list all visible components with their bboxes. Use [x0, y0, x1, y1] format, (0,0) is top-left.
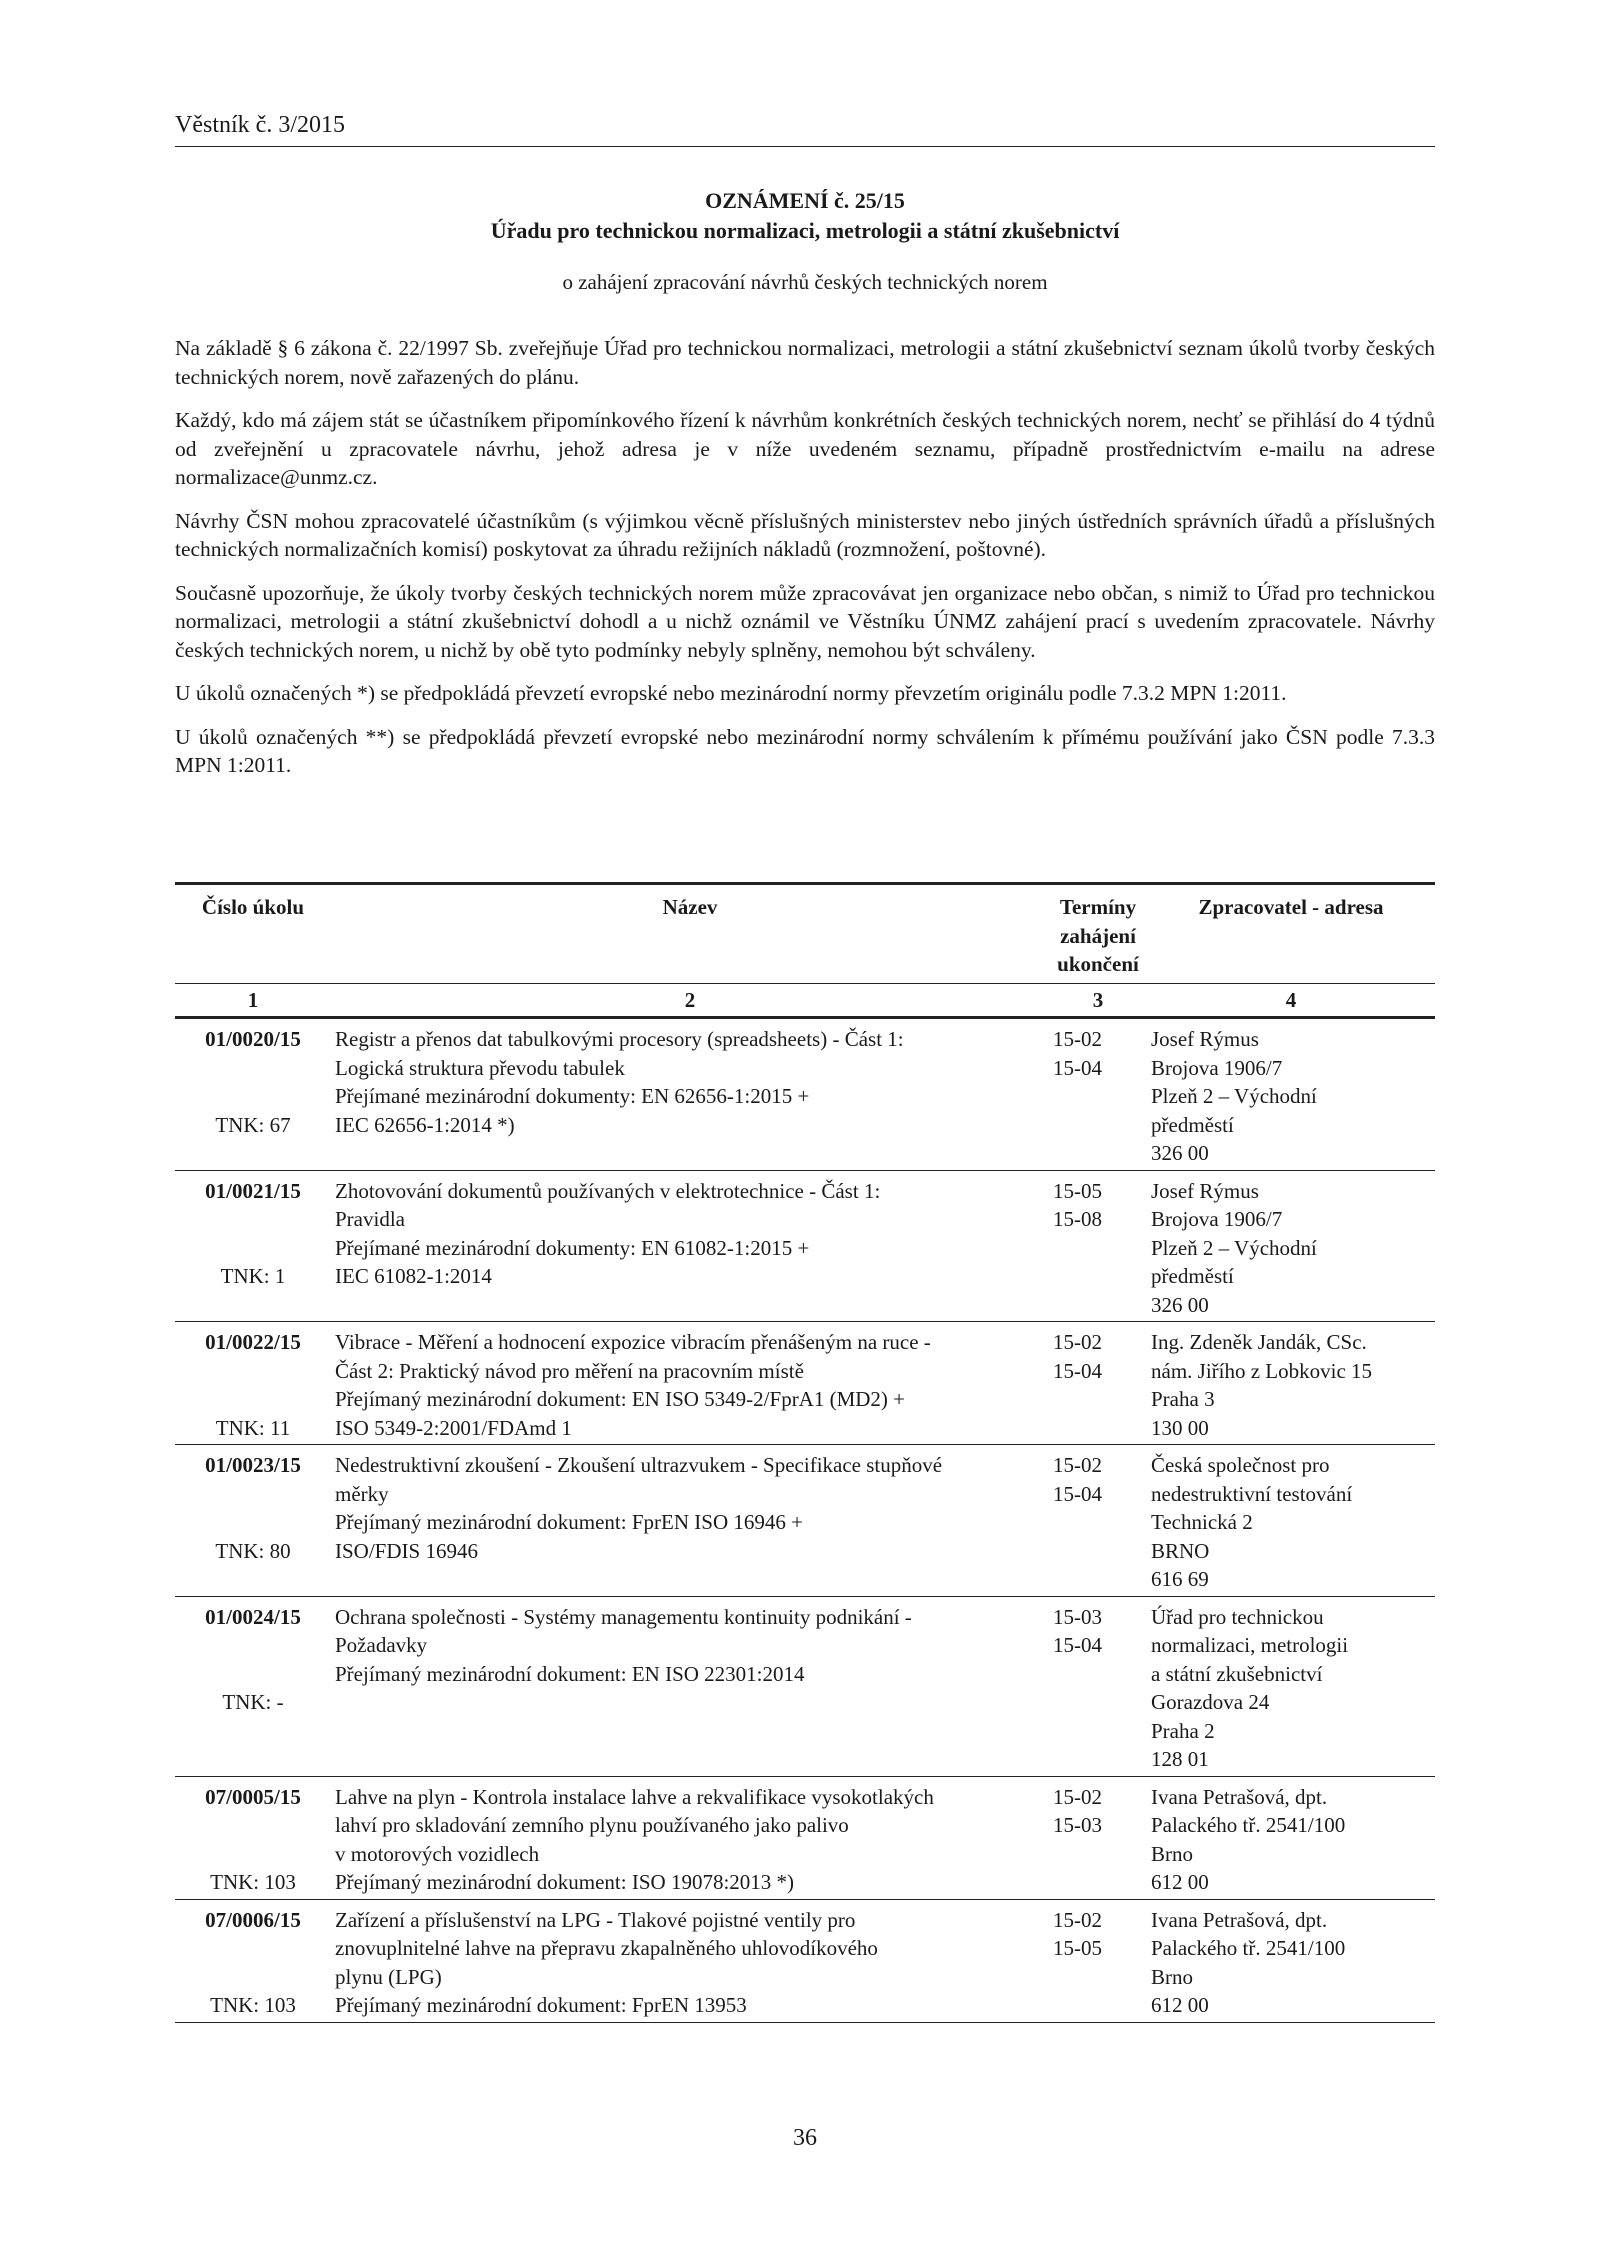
- task-id: 07/0006/15: [205, 1907, 301, 1932]
- task-name-line: Vibrace - Měření a hodnocení expozice vibracím přenášeným na ruce -: [335, 1330, 931, 1354]
- tnk-label: TNK: 103: [210, 1993, 296, 2017]
- task-name-cell: [331, 1899, 1049, 2022]
- table-row: [175, 1018, 1435, 1171]
- task-name-line: znovuplnitelné lahve na přepravu zkapalněného uhlovodíkového: [335, 1936, 878, 1960]
- task-terms-cell: [1049, 1776, 1147, 1899]
- table-row: [175, 1776, 1435, 1899]
- processor-line: BRNO: [1151, 1538, 1210, 1563]
- processor-line: 130 00: [1151, 1415, 1209, 1440]
- task-name-line: Pravidla: [335, 1207, 405, 1231]
- task-terms-cell: [1049, 1322, 1147, 1445]
- table-row: [175, 1899, 1435, 2022]
- term-start: 15-02: [1053, 1027, 1102, 1051]
- spacer: [179, 1631, 327, 1660]
- processor-cell: [1147, 1776, 1435, 1899]
- table-body: [175, 1018, 1435, 2023]
- processor-line: 612 00: [1151, 1870, 1209, 1894]
- intro-paragraph: U úkolů označených *) se předpokládá převzetí evropské nebo mezinárodní normy převzetím originálu podle 7.3.2 MPN 1:2011.: [175, 681, 1287, 705]
- processor-line: 616 69: [1151, 1567, 1209, 1591]
- processor-line: Brno: [1151, 1841, 1193, 1866]
- column-number: 2: [331, 983, 1049, 1018]
- header-terms-line: ukončení: [1057, 952, 1139, 976]
- intro-paragraph: Návrhy ČSN mohou zpracovatelé účastníkům (s výjimkou věcně příslušných ministerstev nebo jiných ústředních správních úřadů a příslušných technických normalizačních komisí) poskytovat za úhradu režijních nákladů (rozmnožení, poštovné).: [175, 508, 1435, 561]
- task-name-line: Přejímané mezinárodní dokumenty: EN 62656-1:2015 +: [335, 1084, 810, 1108]
- term-end: 15-08: [1053, 1207, 1102, 1231]
- tnk-label: TNK: -: [222, 1690, 284, 1714]
- processor-line: a státní zkušebnictví: [1151, 1661, 1323, 1686]
- task-name-line: Přejímaný mezinárodní dokument: EN ISO 5349-2/FprA1 (MD2) +: [335, 1387, 906, 1411]
- task-terms-cell: [1049, 1170, 1147, 1322]
- tnk-label: TNK: 80: [215, 1538, 291, 1563]
- task-number-cell: [175, 1445, 331, 1597]
- processor-cell: [1147, 1445, 1435, 1597]
- header-terms-line: Termíny: [1059, 895, 1137, 919]
- task-id: 01/0021/15: [205, 1178, 301, 1203]
- task-name-line: Nedestruktivní zkoušení - Zkoušení ultrazvukem - Specifikace stupňové: [335, 1453, 943, 1477]
- intro-paragraph: Na základě § 6 zákona č. 22/1997 Sb. zveřejňuje Úřad pro technickou normalizaci, metrologii a státní zkušebnictví seznam úkolů tvorby českých technických norem, nově zařazených do plánu.: [175, 336, 1435, 389]
- task-id: 01/0024/15: [205, 1604, 301, 1629]
- task-number-cell: [175, 1018, 331, 1171]
- term-end: 15-04: [1053, 1055, 1102, 1080]
- term-end: 15-05: [1053, 1936, 1102, 1960]
- tnk-label: TNK: 11: [215, 1415, 291, 1440]
- task-id: 01/0023/15: [205, 1453, 301, 1477]
- task-name-line: plynu (LPG): [335, 1964, 442, 1989]
- tnk-label: TNK: 1: [220, 1264, 286, 1288]
- task-name-line: Logická struktura převodu tabulek: [335, 1055, 625, 1080]
- task-number-cell: [175, 1596, 331, 1776]
- processor-line: předměstí: [1151, 1264, 1234, 1288]
- term-start: 15-02: [1053, 1453, 1102, 1477]
- task-name-line: Přejímaný mezinárodní dokument: FprEN 13953: [335, 1993, 747, 2017]
- processor-line: nám. Jiřího z Lobkovic 15: [1151, 1358, 1373, 1383]
- processor-line: Gorazdova 24: [1151, 1690, 1270, 1714]
- task-name-line: Registr a přenos dat tabulkovými procesory (spreadsheets) - Část 1:: [335, 1027, 904, 1051]
- intro-paragraph: U úkolů označených **) se předpokládá převzetí evropské nebo mezinárodní normy schválením k přímému používání jako ČSN podle 7.3.3 MPN 1:2011.: [175, 724, 1435, 777]
- term-end: 15-04: [1053, 1633, 1102, 1657]
- task-name-line: Zhotovování dokumentů používaných v elektrotechnice - Část 1:: [335, 1178, 881, 1203]
- header-terms: [1049, 884, 1147, 984]
- tnk-label: TNK: 67: [215, 1112, 291, 1137]
- processor-cell: [1147, 1596, 1435, 1776]
- intro-text: [175, 334, 1435, 795]
- task-terms-cell: [1049, 1899, 1147, 2022]
- task-name-line: Lahve na plyn - Kontrola instalace lahve a rekvalifikace vysokotlakých: [335, 1784, 934, 1809]
- task-number-cell: [175, 1170, 331, 1322]
- task-number-cell: [175, 1899, 331, 2022]
- term-start: 15-03: [1053, 1604, 1102, 1629]
- processor-line: normalizaci, metrologii: [1151, 1633, 1349, 1657]
- task-name-line: Část 2: Praktický návod pro měření na pracovním místě: [335, 1358, 804, 1383]
- task-name-line: Zařízení a příslušenství na LPG - Tlakové pojistné ventily pro: [335, 1907, 856, 1932]
- column-number: 3: [1049, 983, 1147, 1018]
- announcement-title: [175, 186, 1435, 297]
- spacer: [179, 1054, 327, 1083]
- spacer: [179, 1934, 327, 1963]
- task-terms-cell: [1049, 1445, 1147, 1597]
- task-name-cell: [331, 1018, 1049, 1171]
- running-head: Věstník č. 3/2015: [175, 112, 345, 138]
- task-name-cell: [331, 1170, 1049, 1322]
- header-task-number: Číslo úkolu: [175, 884, 331, 984]
- term-end: 15-04: [1053, 1358, 1102, 1383]
- announcement-subject: o zahájení zpracování návrhů českých technických norem: [562, 270, 1048, 294]
- processor-cell: [1147, 1170, 1435, 1322]
- spacer: [179, 1963, 327, 1992]
- processor-line: Technická 2: [1151, 1510, 1253, 1534]
- processor-line: 326 00: [1151, 1141, 1209, 1165]
- term-end: 15-04: [1053, 1481, 1102, 1506]
- task-name-line: v motorových vozidlech: [335, 1841, 540, 1866]
- term-start: 15-05: [1053, 1178, 1102, 1203]
- processor-line: Plzeň 2 – Východní: [1151, 1084, 1317, 1108]
- processor-line: Josef Rýmus: [1151, 1178, 1259, 1203]
- table-header-row: [175, 884, 1435, 984]
- spacer: [179, 1660, 327, 1689]
- task-id: 07/0005/15: [205, 1784, 301, 1809]
- processor-line: Praha 2: [1151, 1718, 1215, 1743]
- processor-line: Brojova 1906/7: [1151, 1055, 1283, 1080]
- processor-line: Plzeň 2 – Východní: [1151, 1235, 1317, 1260]
- column-number-row: [175, 983, 1435, 1018]
- task-number-cell: [175, 1322, 331, 1445]
- intro-paragraph: Současně upozorňuje, že úkoly tvorby českých technických norem může zpracovávat jen organizace nebo občan, s nimiž to Úřad pro technickou normalizaci, metrologii a státní zkušebnictví dohodl a u nichž oznámil ve Věstníku ÚNMZ zahájení prací s uvedením zpracovatele. Návrhy českých technických norem, u nichž by obě tyto podmínky nebyly splněny, nemohou být schváleny.: [175, 580, 1435, 662]
- task-name-cell: [331, 1322, 1049, 1445]
- processor-line: Brno: [1151, 1964, 1193, 1989]
- issuing-office: Úřadu pro technickou normalizaci, metrologii a státní zkušebnictví: [490, 218, 1120, 243]
- processor-line: 612 00: [1151, 1993, 1209, 2017]
- task-name-line: Přejímaný mezinárodní dokument: EN ISO 22301:2014: [335, 1661, 805, 1686]
- processor-cell: [1147, 1322, 1435, 1445]
- table-row: [175, 1322, 1435, 1445]
- task-terms-cell: [1049, 1596, 1147, 1776]
- spacer: [179, 1840, 327, 1869]
- tasks-table: [175, 882, 1435, 2023]
- task-terms-cell: [1049, 1018, 1147, 1171]
- task-name-line: IEC 61082-1:2014: [335, 1264, 492, 1288]
- task-name-line: Přejímaný mezinárodní dokument: FprEN ISO 16946 +: [335, 1510, 803, 1534]
- spacer: [179, 1357, 327, 1386]
- processor-line: 326 00: [1151, 1292, 1209, 1317]
- task-number-cell: [175, 1776, 331, 1899]
- intro-paragraph: Každý, kdo má zájem stát se účastníkem připomínkového řízení k návrhům konkrétních českých technických norem, nechť se přihlásí do 4 týdnů od zveřejnění u zpracovatele návrhu, jehož adresa je v níže uvedeném seznamu, případně prostřednictvím e-mailu na adrese normalizace@unmz.cz.: [175, 408, 1435, 489]
- term-start: 15-02: [1053, 1907, 1102, 1932]
- processor-line: Ivana Petrašová, dpt.: [1151, 1784, 1328, 1809]
- processor-line: Ivana Petrašová, dpt.: [1151, 1907, 1328, 1932]
- task-name-line: Ochrana společnosti - Systémy managementu kontinuity podnikání -: [335, 1604, 912, 1629]
- column-number: 4: [1147, 983, 1435, 1018]
- processor-line: Praha 3: [1151, 1387, 1215, 1411]
- task-name-line: měrky: [335, 1481, 389, 1506]
- column-number: 1: [175, 983, 331, 1018]
- task-id: 01/0022/15: [205, 1330, 301, 1354]
- processor-line: 128 01: [1151, 1747, 1209, 1771]
- processor-line: Palackého tř. 2541/100: [1151, 1813, 1346, 1837]
- header-terms-line: zahájení: [1060, 923, 1136, 948]
- spacer: [179, 1811, 327, 1840]
- task-name-line: IEC 62656-1:2014 *): [335, 1112, 515, 1137]
- task-name-cell: [331, 1596, 1049, 1776]
- task-id: 01/0020/15: [205, 1027, 301, 1051]
- task-name-line: Požadavky: [335, 1633, 428, 1657]
- term-start: 15-02: [1053, 1784, 1102, 1809]
- spacer: [179, 1205, 327, 1234]
- spacer: [179, 1082, 327, 1111]
- processor-cell: [1147, 1018, 1435, 1171]
- table-row: [175, 1170, 1435, 1322]
- table-row: [175, 1596, 1435, 1776]
- processor-line: Palackého tř. 2541/100: [1151, 1936, 1346, 1960]
- task-name-line: Přejímané mezinárodní dokumenty: EN 61082-1:2015 +: [335, 1235, 810, 1260]
- processor-line: předměstí: [1151, 1112, 1234, 1137]
- term-start: 15-02: [1053, 1330, 1102, 1354]
- task-name-line: ISO/FDIS 16946: [335, 1538, 478, 1563]
- spacer: [179, 1508, 327, 1537]
- processor-line: Úřad pro technickou: [1151, 1604, 1324, 1629]
- header-name: Název: [331, 884, 1049, 984]
- task-name-cell: [331, 1445, 1049, 1597]
- spacer: [179, 1234, 327, 1263]
- tnk-label: TNK: 103: [210, 1870, 296, 1894]
- spacer: [179, 1480, 327, 1509]
- task-name-line: ISO 5349-2:2001/FDAmd 1: [335, 1415, 572, 1440]
- term-end: 15-03: [1053, 1813, 1102, 1837]
- processor-cell: [1147, 1899, 1435, 2022]
- task-name-cell: [331, 1776, 1049, 1899]
- processor-line: Josef Rýmus: [1151, 1027, 1259, 1051]
- task-name-line: Přejímaný mezinárodní dokument: ISO 19078:2013 *): [335, 1870, 795, 1894]
- header-rule: [175, 146, 1435, 147]
- processor-line: nedestruktivní testování: [1151, 1481, 1353, 1506]
- processor-line: Brojova 1906/7: [1151, 1207, 1283, 1231]
- spacer: [179, 1385, 327, 1414]
- processor-line: Ing. Zdeněk Jandák, CSc.: [1151, 1330, 1367, 1354]
- processor-line: Česká společnost pro: [1151, 1453, 1330, 1477]
- task-name-line: lahví pro skladování zemního plynu používaného jako palivo: [335, 1813, 849, 1837]
- table-row: [175, 1445, 1435, 1597]
- page-number: 36: [793, 2125, 817, 2151]
- header-processor: Zpracovatel - adresa: [1147, 884, 1435, 984]
- announcement-number: OZNÁMENÍ č. 25/15: [705, 188, 905, 213]
